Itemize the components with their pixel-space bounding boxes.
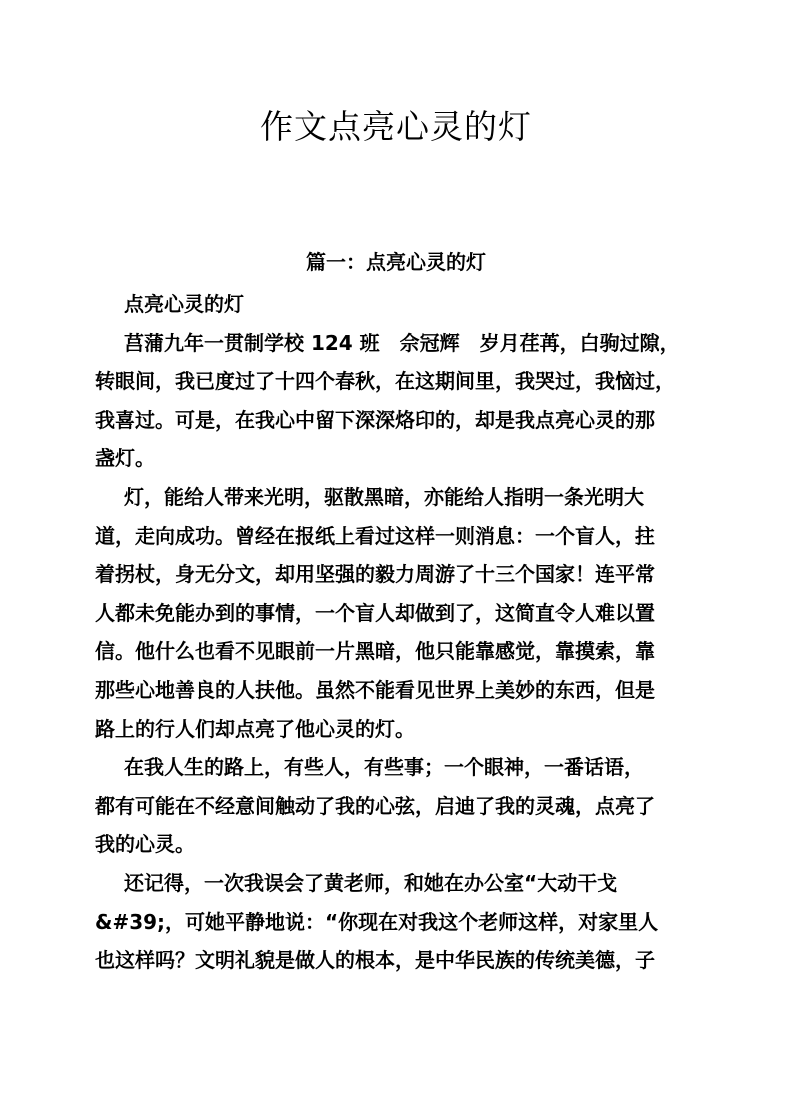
text-line: 那些心地善良的人扶他。虽然不能看见世界上美妙的东西，但是 [95, 677, 655, 702]
text-line: &#39;，可她平静地说：“你现在对我这个老师这样，对家里人 [95, 909, 659, 934]
text-line: 盏灯。 [95, 446, 155, 471]
text-line: 路上的行人们却点亮了他心灵的灯。 [95, 716, 415, 741]
text-line: 我喜过。可是，在我心中留下深深烙印的，却是我点亮心灵的那 [95, 407, 655, 432]
text-line: 也这样吗？文明礼貌是做人的根本，是中华民族的传统美德，子 [95, 948, 655, 973]
section-heading: 篇一：点亮心灵的灯 [306, 250, 486, 274]
text-line: 信。他什么也看不见眼前一片黑暗，他只能靠感觉，靠摸索，靠 [95, 639, 655, 664]
body-text [95, 285, 705, 980]
text-line: 着拐杖，身无分文，却用坚强的毅力周游了十三个国家！连平常 [95, 562, 655, 587]
text-line: 都有可能在不经意间触动了我的心弦，启迪了我的灵魂，点亮了 [95, 793, 655, 818]
text-line: 道，走向成功。曾经在报纸上看过这样一则消息：一个盲人，拄 [95, 523, 655, 548]
text-line: 在我人生的路上，有些人，有些事；一个眼神，一番话语， [124, 755, 644, 780]
text-line: 点亮心灵的灯 [124, 292, 244, 316]
document-title: 作文点亮心灵的灯 [260, 107, 532, 146]
text-line: 我的心灵。 [95, 832, 195, 857]
text-line: 人都未免能办到的事情，一个盲人却做到了，这简直令人难以置 [95, 600, 655, 625]
text-line: 转眼间，我已度过了十四个春秋，在这期间里，我哭过，我恼过， [95, 369, 675, 394]
text-line: 灯，能给人带来光明，驱散黑暗，亦能给人指明一条光明大 [124, 484, 644, 509]
text-line: 莒蒲九年一贯制学校 124 班 佘冠辉 岁月荏苒，白驹过隙， [124, 330, 680, 355]
text-line: 还记得，一次我误会了黄老师，和她在办公室“大动干戈 [124, 870, 618, 895]
